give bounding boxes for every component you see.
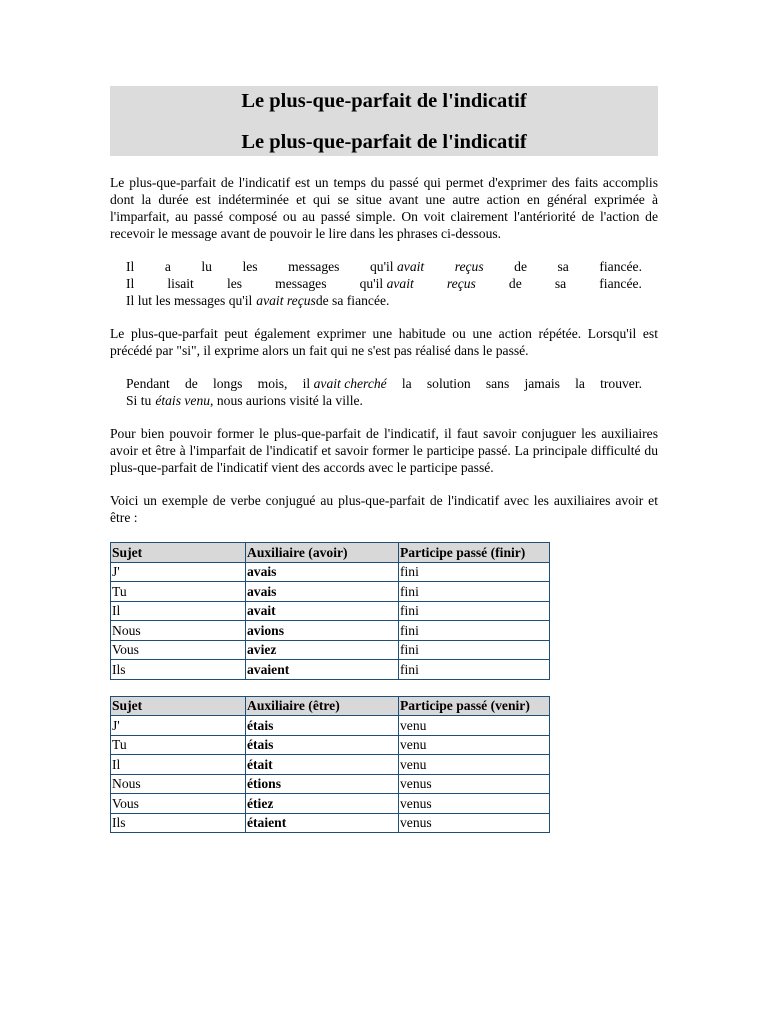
- page-title: Le plus-que-parfait de l'indicatif: [241, 90, 527, 112]
- document-page: [110, 86, 658, 833]
- participle-cell: venu: [399, 716, 550, 736]
- table-row: [111, 735, 550, 755]
- table-row: [111, 640, 550, 660]
- paragraph-formation: Pour bien pouvoir former le plus-que-parfait de l'indicatif, il faut savoir conjuguer les auxiliaires avoir et être à l'imparfait de l'indicatif et savoir former le participe passé. La principale difficulté du plus-que-parfait de l'indicatif vient des accords avec le participe passé.: [110, 426, 658, 475]
- table-row: [111, 562, 550, 582]
- participle-cell: venu: [399, 755, 550, 775]
- example-line: Il a lu les messages qu'il avait reçus de sa fiancée.: [126, 259, 642, 274]
- participle-cell: venus: [399, 794, 550, 814]
- table-etre: [110, 696, 550, 834]
- subject-cell: Nous: [111, 621, 246, 641]
- subject-cell: Vous: [111, 640, 246, 660]
- subject-cell: J': [111, 716, 246, 736]
- auxiliary-cell: avais: [246, 582, 399, 602]
- subject-cell: Vous: [111, 794, 246, 814]
- header-cell: Participe passé (venir): [399, 696, 550, 716]
- auxiliary-cell: avaient: [246, 660, 399, 680]
- table-row: [111, 794, 550, 814]
- table-row: [111, 716, 550, 736]
- header-cell: Auxiliaire (être): [246, 696, 399, 716]
- header-cell: Auxiliaire (avoir): [246, 543, 399, 563]
- auxiliary-cell: avais: [246, 562, 399, 582]
- example-line: Si tu étais venu , nous aurions visité la ville.: [126, 393, 363, 408]
- subject-cell: Ils: [111, 813, 246, 833]
- paragraph-definition: Le plus-que-parfait de l'indicatif est un temps du passé qui permet d'exprimer des faits accomplis dont la durée est indéterminée et qui se situe avant une autre action en général exprimée à l'imparfait, au passé composé ou au passé simple. On voit clairement l'antériorité de l'action de recevoir le message avant de pouvoir le lire dans les phrases ci-dessous.: [110, 175, 658, 241]
- participle-cell: fini: [399, 621, 550, 641]
- section-title: Le plus-que-parfait de l'indicatif: [241, 131, 527, 153]
- subject-cell: Nous: [111, 774, 246, 794]
- participle-cell: venu: [399, 735, 550, 755]
- auxiliary-cell: avions: [246, 621, 399, 641]
- title-band: [110, 86, 658, 156]
- subject-cell: Tu: [111, 735, 246, 755]
- participle-cell: fini: [399, 582, 550, 602]
- auxiliary-cell: étaient: [246, 813, 399, 833]
- auxiliary-cell: aviez: [246, 640, 399, 660]
- table-avoir: [110, 542, 550, 680]
- participle-cell: venus: [399, 774, 550, 794]
- participle-cell: fini: [399, 640, 550, 660]
- subject-cell: Il: [111, 755, 246, 775]
- header-cell: Sujet: [111, 696, 246, 716]
- table-header-row: [111, 543, 550, 563]
- example-line: Pendant de longs mois, il avait cherché la solution sans jamais la trouver.: [126, 376, 642, 391]
- table-row: [111, 774, 550, 794]
- header-cell: Sujet: [111, 543, 246, 563]
- subject-cell: J': [111, 562, 246, 582]
- participle-cell: fini: [399, 601, 550, 621]
- auxiliary-cell: était: [246, 755, 399, 775]
- table-header-row: [111, 696, 550, 716]
- table-row: [111, 813, 550, 833]
- example-line: Il lut les messages qu'il avait reçus de sa fiancée.: [126, 293, 390, 308]
- table-row: [111, 621, 550, 641]
- participle-cell: fini: [399, 660, 550, 680]
- table-row: [111, 660, 550, 680]
- subject-cell: Ils: [111, 660, 246, 680]
- auxiliary-cell: étais: [246, 735, 399, 755]
- table-row: [111, 601, 550, 621]
- participle-cell: fini: [399, 562, 550, 582]
- example-line: Il lisait les messages qu'il avait reçus de sa fiancée.: [126, 276, 642, 291]
- examples-block-2: [126, 375, 642, 409]
- subject-cell: Il: [111, 601, 246, 621]
- paragraph-habit: Le plus-que-parfait peut également exprimer une habitude ou une action répétée. Lorsqu'il est précédé par "si", il exprime alors un fait qui ne s'est pas réalisé dans le passé.: [110, 326, 658, 358]
- header-cell: Participe passé (finir): [399, 543, 550, 563]
- paragraph-example-intro: Voici un exemple de verbe conjugué au plus-que-parfait de l'indicatif avec les auxiliaires avoir et être :: [110, 493, 658, 525]
- table-row: [111, 582, 550, 602]
- auxiliary-cell: étais: [246, 716, 399, 736]
- auxiliary-cell: étiez: [246, 794, 399, 814]
- subject-cell: Tu: [111, 582, 246, 602]
- auxiliary-cell: étions: [246, 774, 399, 794]
- participle-cell: venus: [399, 813, 550, 833]
- examples-block-1: [126, 258, 642, 309]
- table-row: [111, 755, 550, 775]
- auxiliary-cell: avait: [246, 601, 399, 621]
